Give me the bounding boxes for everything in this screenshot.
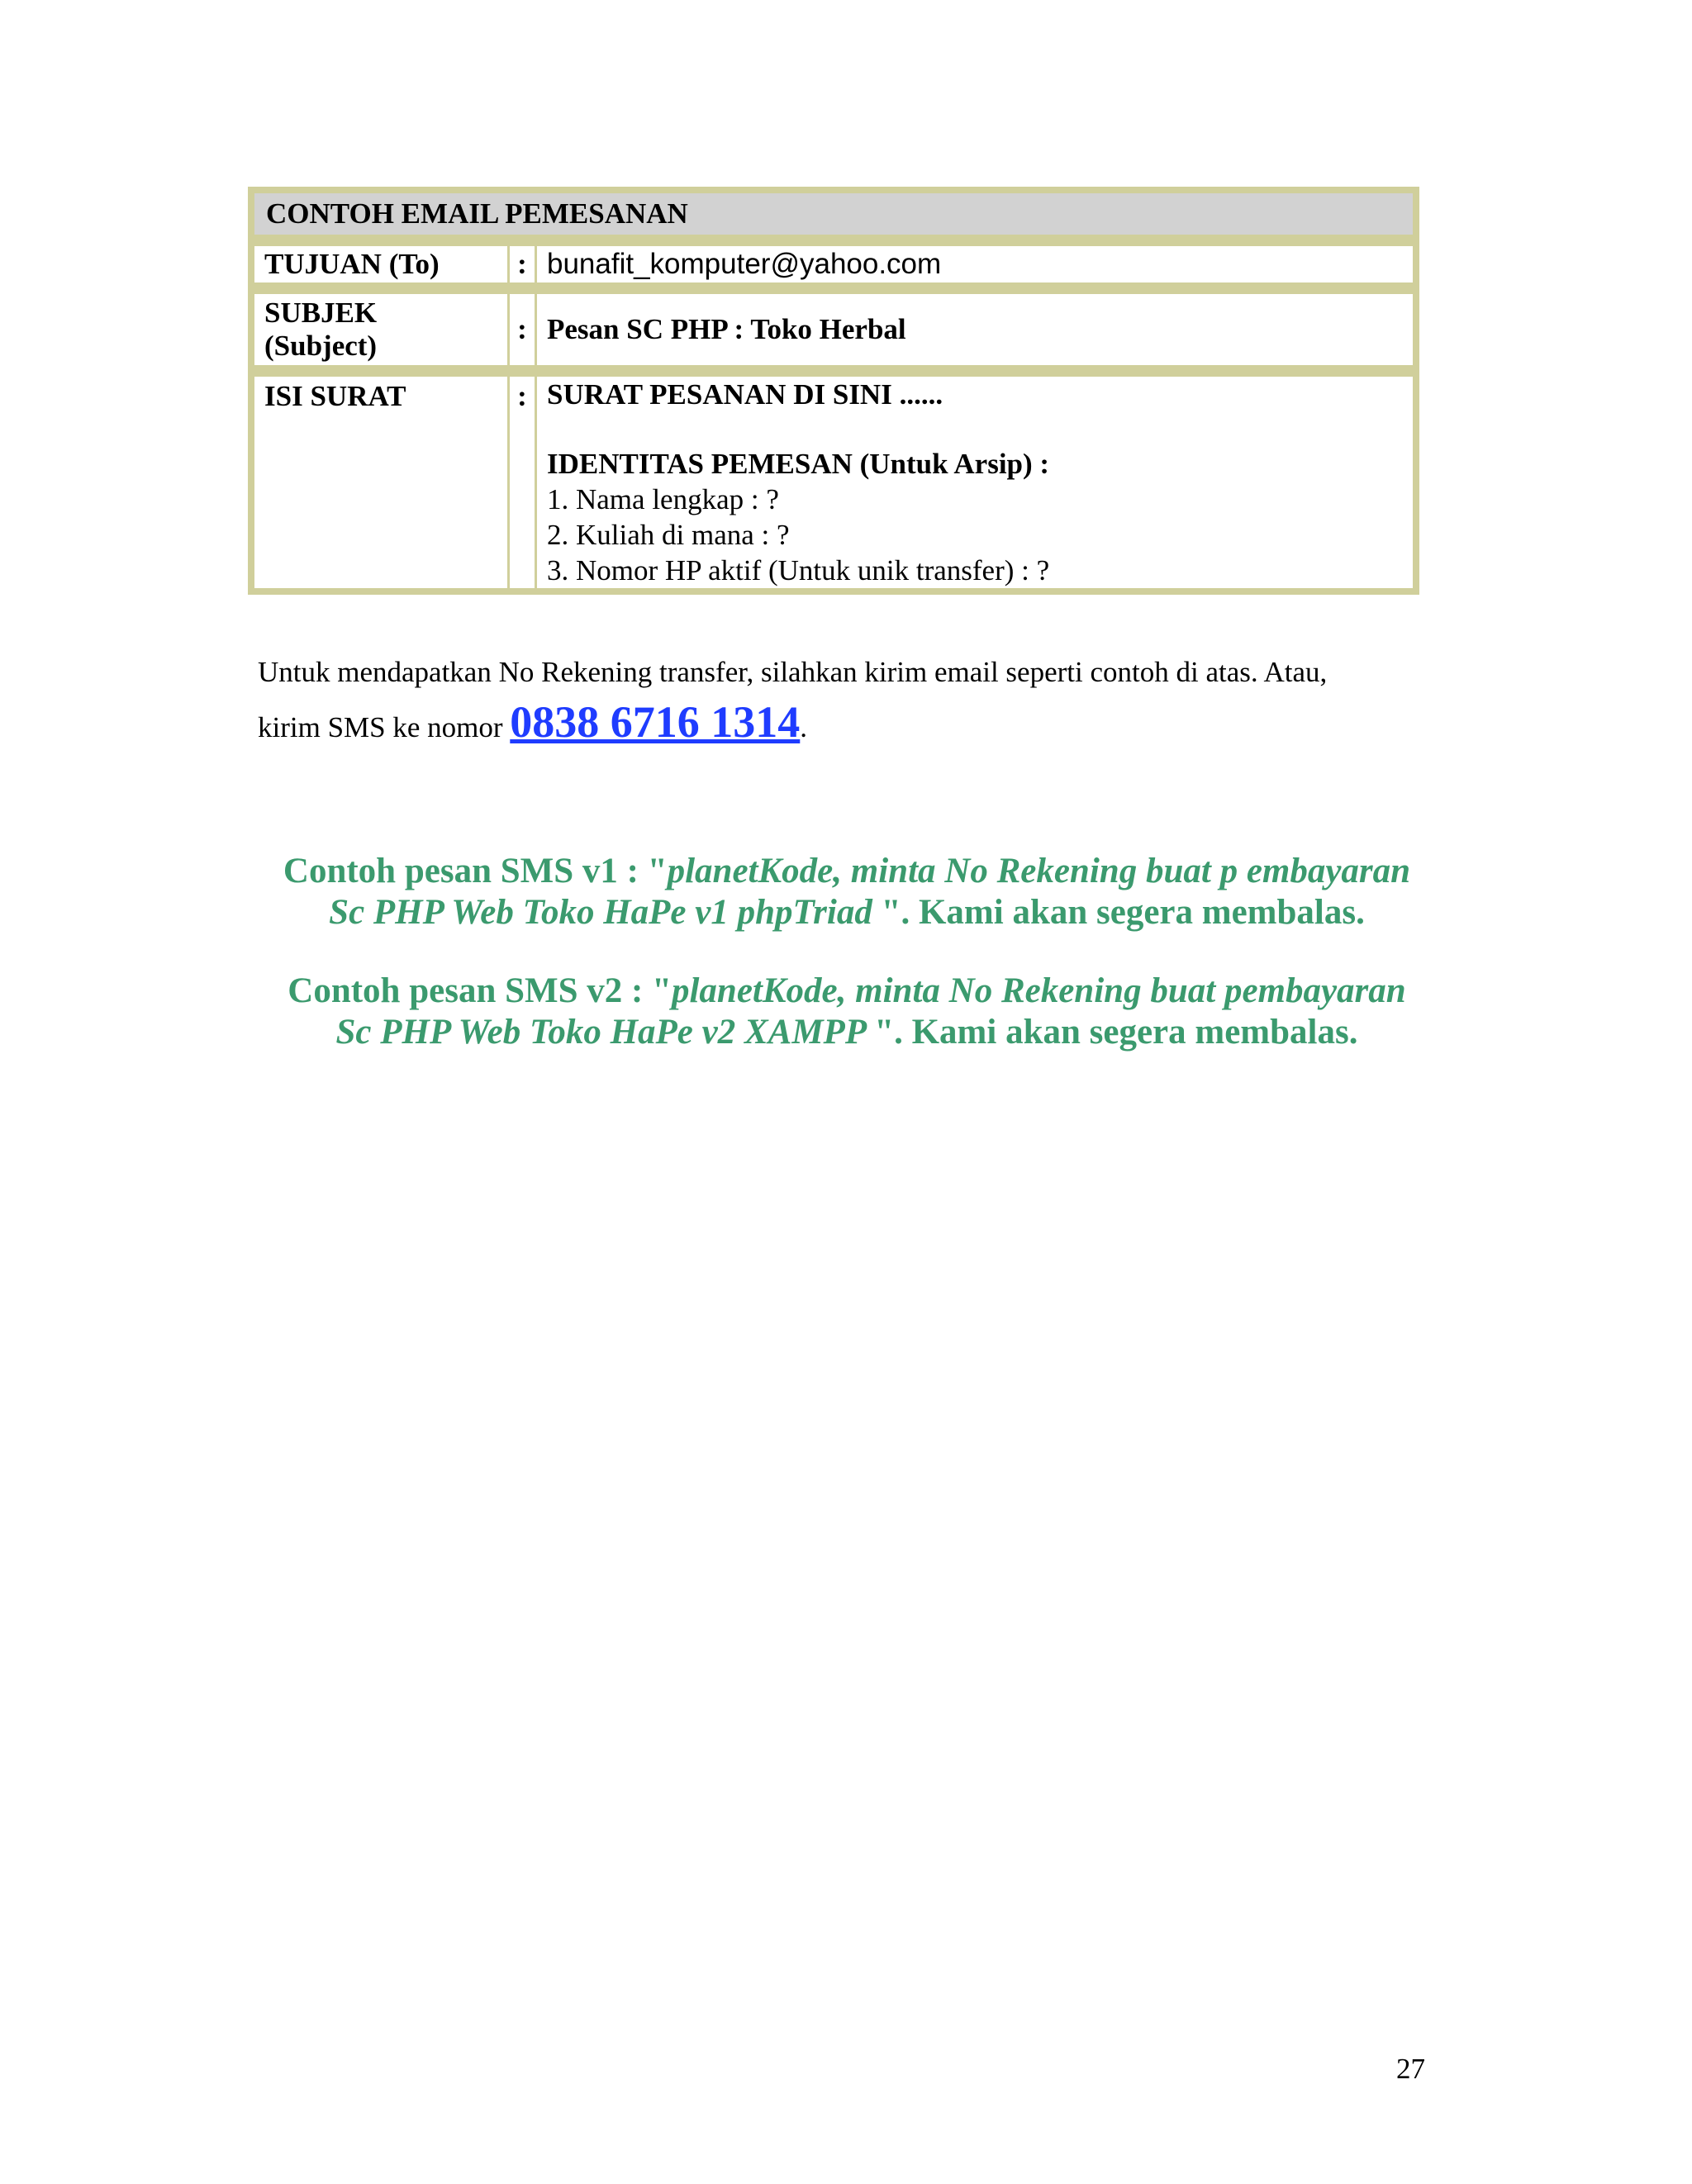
sms-v1-prefix: Contoh pesan SMS v1 : " [283, 852, 668, 890]
phone-number-link[interactable]: 0838 6716 1314 [510, 697, 801, 747]
body-item: 1. Nama lengkap : ? [547, 483, 779, 515]
subject-value: Pesan SC PHP : Toko Herbal [537, 294, 1413, 365]
page-number: 27 [1396, 2053, 1425, 2085]
sms-v1-suffix: ". Kami akan segera membalas. [881, 893, 1365, 932]
paragraph-line2-suffix: . [800, 711, 808, 743]
sms-v1-line2 [248, 892, 1446, 933]
to-colon: : [510, 246, 535, 282]
email-sample-table [248, 187, 1419, 595]
to-row [254, 246, 1413, 282]
body-row [254, 377, 1413, 588]
body-spacer [547, 412, 1403, 446]
sms-v2-line2 [248, 1012, 1446, 1053]
paragraph-line1: Untuk mendapatkan No Rekening transfer, silahkan kirim email seperti contoh di atas. Atau, [258, 656, 1328, 688]
subject-label-line1: SUBJEK [264, 297, 378, 329]
paragraph-line2-prefix: kirim SMS ke nomor [258, 711, 511, 743]
body-colon: : [510, 377, 535, 588]
to-label: TUJUAN (To) [254, 246, 507, 282]
body-item: 2. Kuliah di mana : ? [547, 519, 790, 551]
sms-v2-line1 [248, 971, 1446, 1012]
body-line1: SURAT PESANAN DI SINI ...... [547, 378, 943, 411]
subject-label [254, 294, 507, 365]
sms-v1-italic-line1: planetKode, minta No Rekening buat p embayaran [667, 852, 1411, 890]
subject-row [254, 294, 1413, 365]
sms-v2-italic-line1: planetKode, minta No Rekening buat pembayaran [671, 971, 1406, 1010]
subject-label-line2: (Subject) [264, 330, 378, 362]
body-value [537, 377, 1413, 588]
table-title: CONTOH EMAIL PEMESANAN [254, 193, 1413, 235]
sms-v2-prefix: Contoh pesan SMS v2 : " [288, 971, 672, 1010]
subject-colon: : [510, 294, 535, 365]
body-item: 3. Nomor HP aktif (Untuk unik transfer) : ? [547, 554, 1050, 586]
sms-v1-line1 [248, 851, 1446, 892]
instruction-paragraph [258, 648, 1431, 753]
sms-v2-italic-line2: Sc PHP Web Toko HaPe v2 XAMPP [335, 1013, 875, 1052]
to-email-value: bunafit_komputer@yahoo.com [537, 246, 1413, 282]
sms-v1-italic-line2: Sc PHP Web Toko HaPe v1 phpTriad [329, 893, 882, 932]
body-label: ISI SURAT [254, 377, 507, 588]
sms-example-v2 [248, 971, 1446, 1053]
body-heading: IDENTITAS PEMESAN (Untuk Arsip) : [547, 448, 1050, 480]
sms-example-v1 [248, 851, 1446, 933]
paragraph-line2 [258, 697, 1431, 753]
sms-v2-suffix: ". Kami akan segera membalas. [874, 1013, 1358, 1052]
